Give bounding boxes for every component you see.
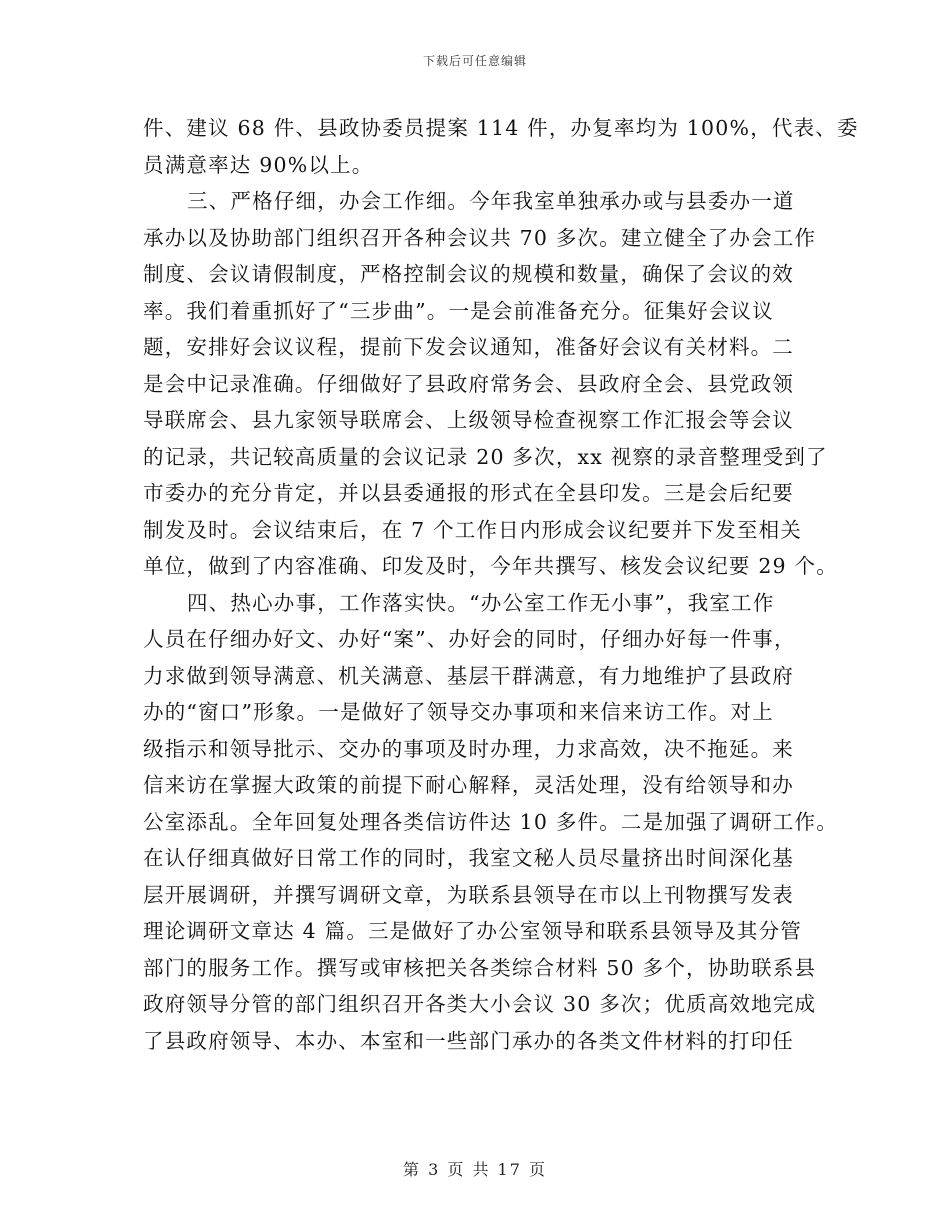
text-line: 级指示和领导批示、交办的事项及时办理，力求高效，决不拖延。来 — [143, 736, 794, 761]
text-line: 信来访在掌握大政策的前提下耐心解释，灵活处理，没有给领导和办 — [143, 773, 794, 797]
text-line: 件、建议 68 件、县政协委员提案 114 件，办复率均为 100%，代表、委 — [143, 116, 859, 140]
paragraph-start-line: 三、严格仔细，办会工作细。今年我室单独承办或与县委办一道 — [187, 189, 795, 213]
text-line: 部门的服务工作。撰写或审核把关各类综合材料 50 多个，协助联系县 — [143, 955, 817, 980]
text-line: 理论调研文章达 4 篇。三是做好了办公室领导和联系县领导及其分管 — [143, 919, 802, 943]
text-line: 力求做到领导满意、机关满意、基层干群满意，有力地维护了县政府 — [143, 663, 794, 688]
text-line: 办的“窗口”形象。一是做好了领导交办事项和来信来访工作。对上 — [143, 700, 774, 724]
text-line: 人员在仔细办好文、办好“案”、办好会的同时，仔细办好每一件事， — [143, 627, 796, 651]
text-line: 单位，做到了内容准确、印发及时，今年共撰写、核发会议纪要 29 个。 — [143, 554, 838, 578]
text-line: 市委办的充分肯定，并以县委通报的形式在全县印发。三是会后纪要 — [143, 481, 794, 505]
text-line: 公室添乱。全年回复处理各类信访件达 10 多件。二是加强了调研工作。 — [143, 809, 838, 834]
text-line: 是会中记录准确。仔细做好了县政府常务会、县政府全会、县党政领 — [143, 371, 794, 396]
document-body — [143, 110, 859, 1059]
text-line: 制度、会议请假制度，严格控制会议的规模和数量，确保了会议的效 — [143, 262, 794, 286]
text-line: 制发及时。会议结束后，在 7 个工作日内形成会议纪要并下发至相关 — [143, 517, 802, 542]
text-line: 员满意率达 90%以上。 — [143, 152, 374, 177]
text-line: 了县政府领导、本办、本室和一些部门承办的各类文件材料的打印任 — [143, 1028, 794, 1053]
text-line: 的记录，共记较高质量的会议记录 20 多次，xx 视察的录音整理受到了 — [143, 444, 828, 469]
page-number-footer: 第 3 页 共 17 页 — [403, 1160, 547, 1179]
text-line: 题，安排好会议议程，提前下发会议通知，准备好会议有关材料。二 — [143, 335, 794, 359]
text-line: 率。我们着重抓好了“三步曲”。一是会前准备充分。征集好会议议 — [143, 298, 774, 323]
text-line: 政府领导分管的部门组织召开各类大小会议 30 多次；优质高效地完成 — [143, 992, 817, 1016]
text-line: 在认仔细真做好日常工作的同时，我室文秘人员尽量挤出时间深化基 — [143, 846, 794, 870]
text-line: 层开展调研，并撰写调研文章，为联系县领导在市以上刊物撰写发表 — [143, 882, 794, 907]
text-line: 导联席会、县九家领导联席会、上级领导检查视察工作汇报会等会议 — [143, 408, 794, 432]
page-header: 下载后可任意编辑 — [422, 54, 527, 68]
text-line: 承办以及协助部门组织召开各种会议共 70 多次。建立健全了办会工作 — [143, 225, 817, 250]
paragraph-start-line: 四、热心办事，工作落实快。“办公室工作无小事”，我室工作 — [187, 590, 775, 615]
